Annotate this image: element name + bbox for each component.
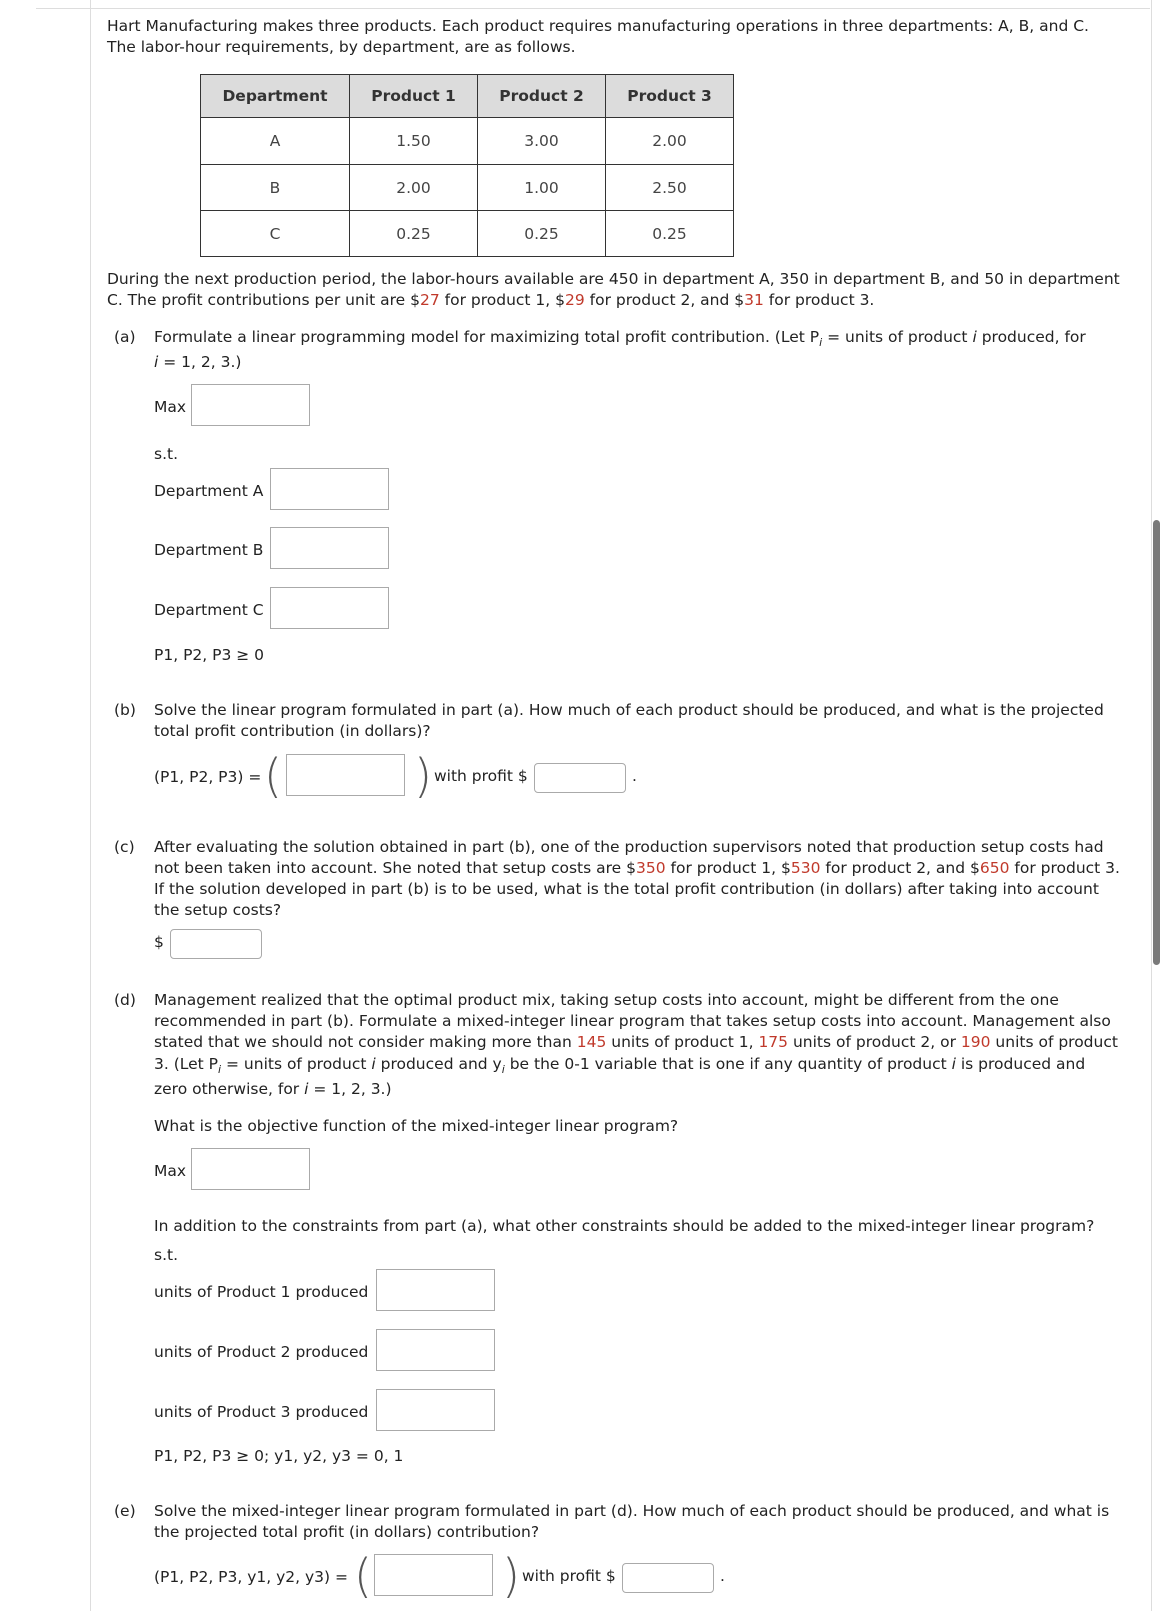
part-d-question-line-3: stated that we should not consider making more than 145 units of product 1, 175 units of product 2, or 190 units of product [154, 1033, 1118, 1051]
table-row [201, 118, 734, 165]
limit-2: 175 [758, 1033, 789, 1051]
dept-a-label: Department A [154, 482, 264, 500]
table-row [201, 211, 734, 257]
table-cell: 0.25 [350, 211, 478, 257]
setup-cost-1: 350 [636, 859, 666, 877]
dept-c-constraint-input[interactable] [270, 587, 389, 629]
part-e-question-line-1: Solve the mixed-integer linear program formulated in part (d). How much of each product should be produced, and what is [154, 1502, 1110, 1520]
table-cell: C [201, 211, 350, 257]
part-e-tuple-label: (P1, P2, P3, y1, y2, y3) = [154, 1568, 349, 1586]
table-cell: 1.50 [350, 118, 478, 165]
limit-3: 190 [960, 1033, 991, 1051]
objective-question: What is the objective function of the mixed-integer linear program? [154, 1117, 679, 1135]
period: . [632, 767, 637, 785]
objective-input[interactable] [191, 384, 310, 426]
nonnegativity-constraint: P1, P2, P3 ≥ 0 [154, 646, 265, 664]
profit-p2: 29 [565, 291, 585, 309]
part-c-profit-input[interactable] [170, 929, 262, 959]
part-b-solution-input[interactable] [286, 754, 405, 796]
part-c-label: (c) [114, 838, 135, 856]
part-d-label: (d) [114, 991, 136, 1009]
setup-cost-3: 650 [979, 859, 1010, 877]
product-3-constraint-label: units of Product 3 produced [154, 1403, 369, 1421]
limit-1: 145 [576, 1033, 607, 1051]
part-a-question-line-2: i = 1, 2, 3.) [154, 353, 242, 371]
profit-p1: 27 [419, 291, 440, 309]
part-c-question-line-4: the setup costs? [154, 901, 282, 919]
table-cell: 0.25 [478, 211, 606, 257]
availability-line-2: C. The profit contributions per unit are $27 for product 1, $29 for product 2, and $31 for product 3. [107, 291, 875, 309]
dollar-sign: $ [154, 933, 164, 951]
table-row [201, 165, 734, 211]
part-c-question-line-3: If the solution developed in part (b) is to be used, what is the total profit contribution (in dollars) after taking into account [154, 880, 1099, 898]
setup-cost-2: 530 [790, 859, 821, 877]
table-header: Product 1 [350, 75, 478, 118]
mip-domain-constraint: P1, P2, P3 ≥ 0; y1, y2, y3 = 0, 1 [154, 1447, 404, 1465]
part-b-profit-input[interactable] [534, 763, 626, 793]
profit-p3: 31 [744, 291, 764, 309]
product-2-constraint-input[interactable] [376, 1329, 495, 1371]
part-c-question-line-1: After evaluating the solution obtained in part (b), one of the production supervisors noted that production setup costs had [154, 838, 1104, 856]
intro-line-2: The labor-hour requirements, by department, are as follows. [107, 38, 576, 56]
table-cell: 2.50 [606, 165, 734, 211]
availability-line-1: During the next production period, the labor-hours available are 450 in department A, 350 in department B, and 50 in department [107, 270, 1120, 288]
table-cell: A [201, 118, 350, 165]
part-e-solution-input[interactable] [374, 1554, 493, 1596]
intro-line-1: Hart Manufacturing makes three products. Each product requires manufacturing operations in three departments: A, B, and C. [107, 17, 1089, 35]
table-cell: 2.00 [606, 118, 734, 165]
table-header: Product 3 [606, 75, 734, 118]
left-paren: ( [264, 749, 282, 803]
dept-b-constraint-input[interactable] [270, 527, 389, 569]
part-a-label: (a) [114, 328, 136, 346]
part-e-profit-label: with profit $ [522, 1567, 616, 1585]
mip-objective-input[interactable] [191, 1148, 310, 1190]
st-label: s.t. [154, 445, 179, 463]
part-d-question-line-1: Management realized that the optimal product mix, taking setup costs into account, might be different from the one [154, 991, 1059, 1009]
product-2-constraint-label: units of Product 2 produced [154, 1343, 369, 1361]
part-e-profit-input[interactable] [622, 1563, 714, 1593]
table-header: Department [201, 75, 350, 118]
part-d-question-line-5: zero otherwise, for i = 1, 2, 3.) [154, 1080, 392, 1098]
max-label: Max [154, 398, 187, 416]
table-header-row [201, 75, 734, 118]
table-cell: 0.25 [606, 211, 734, 257]
right-paren: ) [502, 1549, 520, 1603]
part-b-profit-label: with profit $ [434, 767, 528, 785]
left-paren: ( [354, 1549, 372, 1603]
part-a-question-line-1: Formulate a linear programming model for maximizing total profit contribution. (Let $P_i$ = units of product i produced, for [154, 328, 1086, 349]
dept-c-label: Department C [154, 601, 264, 619]
table-cell: B [201, 165, 350, 211]
part-d-question-line-2: recommended in part (b). Formulate a mixed-integer linear program that takes setup costs into account. Management also [154, 1012, 1111, 1030]
st-label: s.t. [154, 1246, 179, 1264]
product-1-constraint-input[interactable] [376, 1269, 495, 1311]
product-1-constraint-label: units of Product 1 produced [154, 1283, 369, 1301]
part-c-question-line-2: not been taken into account. She noted that setup costs are $350 for product 1, $530 for product 2, and $650 for product 3. [154, 859, 1120, 877]
part-e-question-line-2: the projected total profit (in dollars) contribution? [154, 1523, 540, 1541]
part-b-tuple-label: (P1, P2, P3) = [154, 768, 262, 786]
dept-a-constraint-input[interactable] [270, 468, 389, 510]
additional-constraints-question: In addition to the constraints from part (a), what other constraints should be added to the mixed-integer linear program? [154, 1217, 1095, 1235]
product-3-constraint-input[interactable] [376, 1389, 495, 1431]
table-cell: 2.00 [350, 165, 478, 211]
max-label: Max [154, 1162, 187, 1180]
part-b-question-line-2: total profit contribution (in dollars)? [154, 722, 431, 740]
table-cell: 3.00 [478, 118, 606, 165]
part-d-question-line-4: 3. (Let $P_i$ = units of product i produced and $y_i$ be the 0-1 variable that is one if any quantity of product i is produced and [154, 1055, 1086, 1076]
dept-b-label: Department B [154, 541, 264, 559]
part-e-label: (e) [114, 1502, 136, 1520]
period: . [720, 1567, 725, 1585]
right-paren: ) [414, 749, 432, 803]
part-b-question-line-1: Solve the linear program formulated in part (a). How much of each product should be produced, and what is the projected [154, 701, 1104, 719]
table-header: Product 2 [478, 75, 606, 118]
part-b-label: (b) [114, 701, 136, 719]
labor-hours-table [200, 74, 734, 257]
table-cell: 1.00 [478, 165, 606, 211]
scrollbar[interactable] [1153, 520, 1160, 965]
